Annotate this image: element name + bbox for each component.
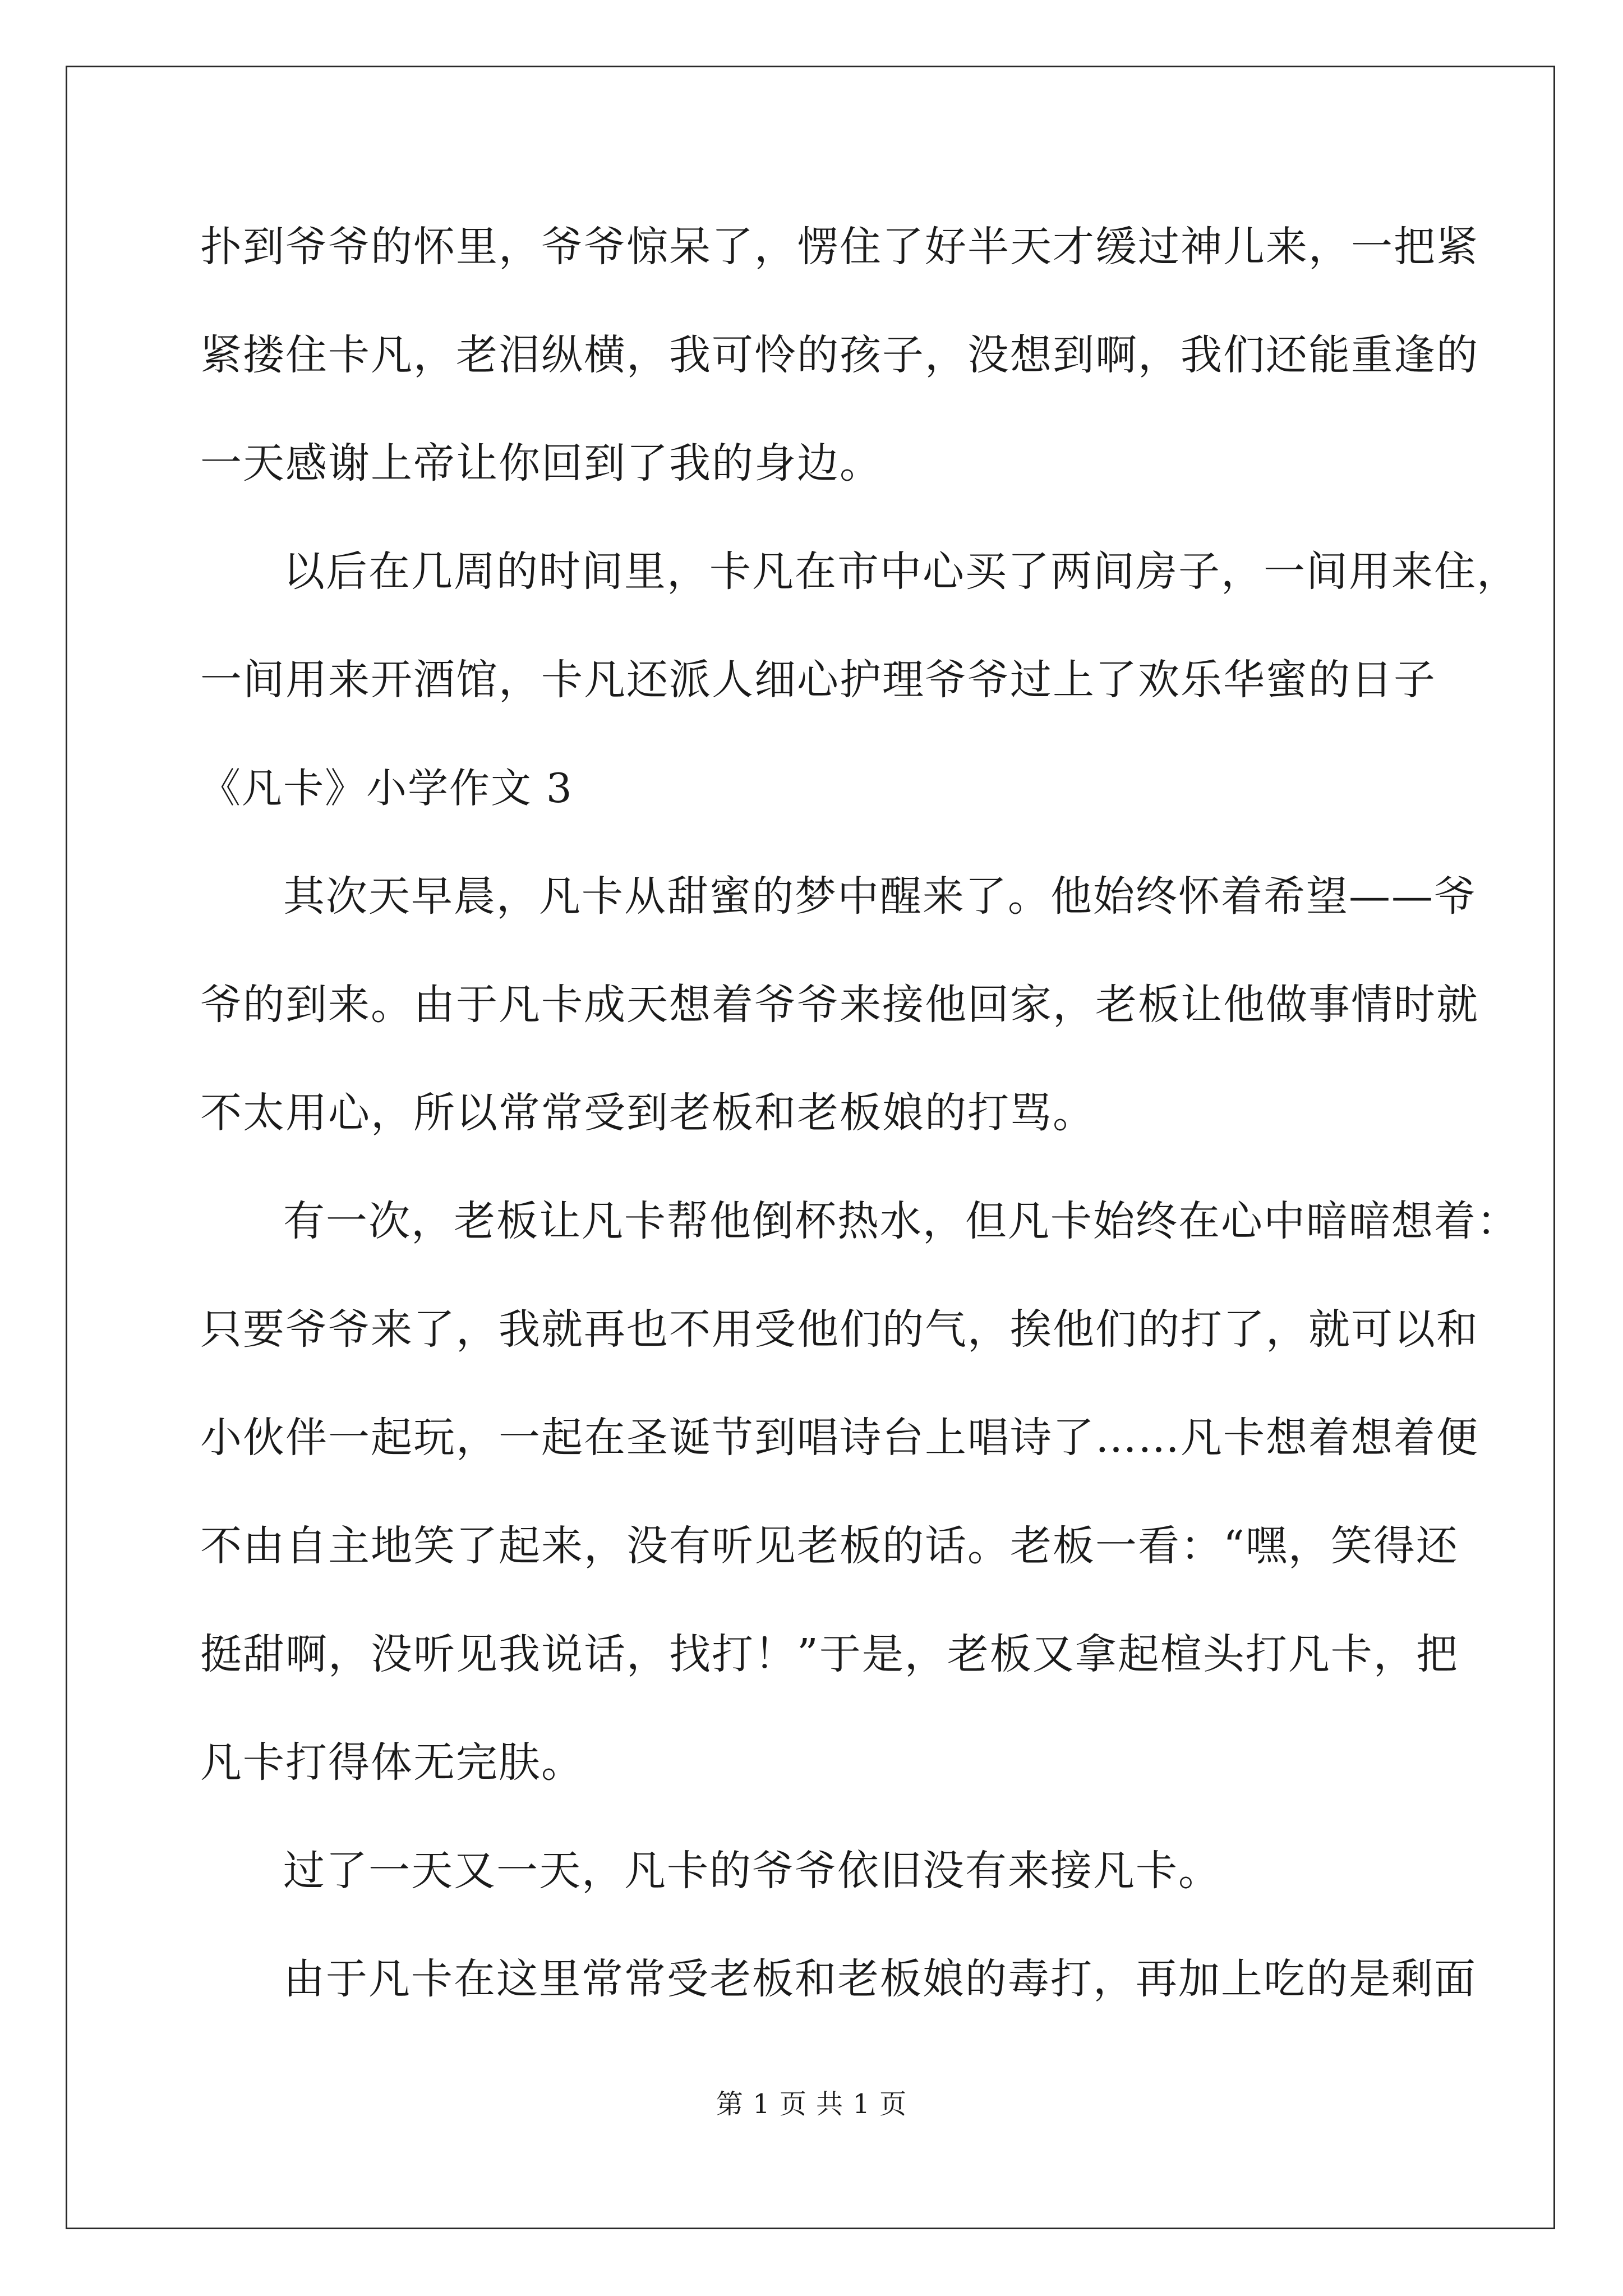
text-line: 挺甜啊，没听见我说话，找打！”于是，老板又拿起楦头打凡卡，把 bbox=[200, 1630, 1459, 1678]
text-line: 由于凡卡在这里常常受老板和老板娘的毒打，再加上吃的是剩面 bbox=[283, 1955, 1477, 2003]
text-line: 扑到爷爷的怀里，爷爷惊呆了，愣住了好半天才缓过神儿来，一把紧 bbox=[200, 223, 1479, 271]
text-line: 过了一天又一天，凡卡的爷爷依旧没有来接凡卡。 bbox=[283, 1847, 1221, 1895]
section-heading: 《凡卡》小学作文 3 bbox=[200, 765, 573, 812]
text-line: 其次天早晨，凡卡从甜蜜的梦中醒来了。他始终怀着希望——爷 bbox=[283, 872, 1477, 921]
text-line: 紧搂住卡凡，老泪纵横，我可怜的孩子，没想到啊，我们还能重逢的 bbox=[200, 331, 1479, 379]
text-line: 不由自主地笑了起来，没有听见老板的话。老板一看：“嘿，笑得还 bbox=[200, 1522, 1459, 1570]
text-line: 以后在几周的时间里，卡凡在市中心买了两间房子，一间用来住， bbox=[283, 547, 1519, 596]
text-line: 不太用心，所以常常受到老板和老板娘的打骂。 bbox=[200, 1089, 1095, 1137]
text-line: 一天感谢上帝让你回到了我的身边。 bbox=[200, 439, 882, 487]
text-line: 有一次，老板让凡卡帮他倒杯热水，但凡卡始终在心中暗暗想着： bbox=[283, 1197, 1519, 1245]
document-body bbox=[200, 213, 1519, 2054]
page-footer: 第 1 页 共 1 页 bbox=[716, 2088, 907, 2120]
text-line: 凡卡打得体无完肤。 bbox=[200, 1738, 584, 1787]
text-line: 一间用来开酒馆，卡凡还派人细心护理爷爷过上了欢乐华蜜的日子 bbox=[200, 656, 1436, 704]
text-line: 爷的到来。由于凡卡成天想着爷爷来接他回家，老板让他做事情时就 bbox=[200, 981, 1479, 1029]
text-line: 小伙伴一起玩，一起在圣诞节到唱诗台上唱诗了……凡卡想着想着便 bbox=[200, 1414, 1479, 1462]
text-line: 只要爷爷来了，我就再也不用受他们的气，挨他们的打了，就可以和 bbox=[200, 1305, 1479, 1354]
